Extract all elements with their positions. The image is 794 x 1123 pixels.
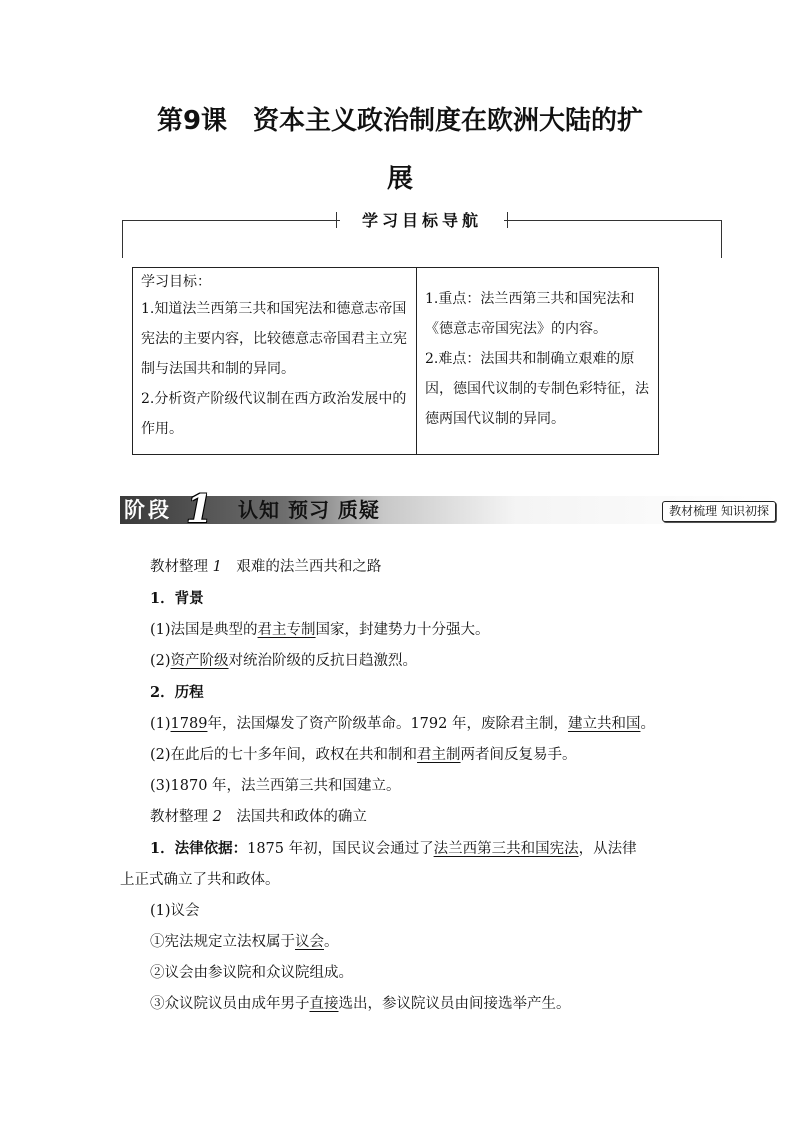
text: (1) (150, 716, 171, 732)
stage-number: 1 (186, 486, 213, 531)
text: 1875 年初，国民议会通过了 (247, 841, 434, 857)
underlined-answer: 资产阶级 (170, 653, 229, 669)
bracket-left (122, 220, 123, 258)
tick-left (336, 212, 337, 228)
divider-left (122, 220, 340, 221)
paragraph (120, 989, 680, 1020)
subheading-process (120, 677, 680, 709)
text: 。 (640, 716, 655, 732)
paragraph (120, 927, 680, 958)
underlined-answer: 君主制 (417, 747, 461, 763)
text: 选出，参议院议员由间接选举产生。 (338, 996, 571, 1012)
paragraph: (1)议会 (150, 903, 200, 919)
text: ，从法律 (578, 841, 637, 857)
lesson-title-line1: 第9课 资本主义政治制度在欧洲大陆的扩 (156, 106, 644, 136)
underlined-answer: 建立共和国 (567, 716, 641, 732)
paragraph: 上正式确立了共和政体。 (120, 872, 280, 888)
section-number: 1 (212, 559, 222, 575)
text: ①宪法规定立法权属于 (150, 934, 295, 950)
stage-heading: 认知 预习 质疑 (238, 498, 380, 522)
paragraph (120, 833, 680, 865)
divider-right (504, 220, 722, 221)
text: 两者间反复易手。 (460, 747, 577, 763)
text: 国家，封建势力十分强大。 (315, 622, 490, 638)
learning-goals-nav-bar (122, 208, 722, 260)
section-label: 教材整理 (150, 809, 208, 825)
text: 对统治阶级的反抗日趋激烈。 (228, 653, 418, 669)
goal-item-2: 2.分析资产阶级代议制在西方政治发展中的作用。 (141, 391, 407, 437)
lesson-title (100, 92, 700, 208)
subheading-text: 2．历程 (150, 684, 204, 701)
subheading-text: 1．背景 (150, 590, 204, 607)
underlined-answer: 议会 (295, 934, 324, 950)
learning-goals-table (132, 267, 659, 455)
stage-word: 阶段 (124, 498, 172, 522)
paragraph: (3)1870 年，法兰西第三共和国建立。 (150, 778, 401, 794)
stage-tag: 教材梳理 知识初探 (662, 501, 776, 522)
paragraph: ②议会由参议院和众议院组成。 (150, 965, 353, 981)
section-1-heading (120, 552, 680, 583)
tick-right (507, 212, 508, 228)
goals-column (133, 268, 417, 454)
paragraph (120, 615, 680, 646)
section-number: 2 (212, 809, 222, 825)
text: (1)法国是典型的 (150, 622, 258, 638)
text: (2) (150, 653, 171, 669)
text: ③众议院议员由成年男子 (150, 996, 310, 1012)
goals-heading: 学习目标： (141, 274, 211, 290)
goal-item-1: 1.知道法兰西第三共和国宪法和德意志帝国宪法的主要内容，比较德意志帝国君主立宪制与法国共和制的异同。 (141, 301, 407, 377)
lesson-content (120, 552, 680, 1020)
nav-label: 学习目标导航 (361, 211, 482, 230)
section-title: 法国共和政体的确立 (236, 809, 367, 825)
underlined-answer: 君主专制 (257, 622, 316, 638)
text: (2)在此后的七十多年间，政权在共和制和 (150, 747, 418, 763)
bracket-right (721, 220, 722, 258)
underlined-answer: 直接 (309, 996, 339, 1012)
paragraph (120, 709, 680, 740)
subheading-background (120, 583, 680, 615)
key-points-column (417, 268, 658, 454)
underlined-answer: 法兰西第三共和国宪法 (433, 841, 579, 857)
section-label: 教材整理 (150, 559, 208, 575)
stage-banner (120, 486, 780, 531)
section-title: 艰难的法兰西共和之路 (236, 559, 382, 575)
paragraph (120, 740, 680, 771)
subheading-text: 1．法律依据： (150, 840, 248, 857)
underlined-answer: 1789 (170, 716, 208, 732)
text: 。 (324, 934, 339, 950)
difficult-point: 2.难点：法国共和制确立艰难的原因，德国代议制的专制色彩特征，法德两国代议制的异同。 (425, 351, 649, 427)
section-2-heading (120, 802, 680, 833)
paragraph (120, 646, 680, 677)
text: 年，法国爆发了资产阶级革命。1792 年，废除君主制， (207, 716, 568, 732)
key-point: 1.重点：法兰西第三共和国宪法和《德意志帝国宪法》的内容。 (425, 291, 635, 337)
lesson-title-line2: 展 (386, 164, 413, 194)
